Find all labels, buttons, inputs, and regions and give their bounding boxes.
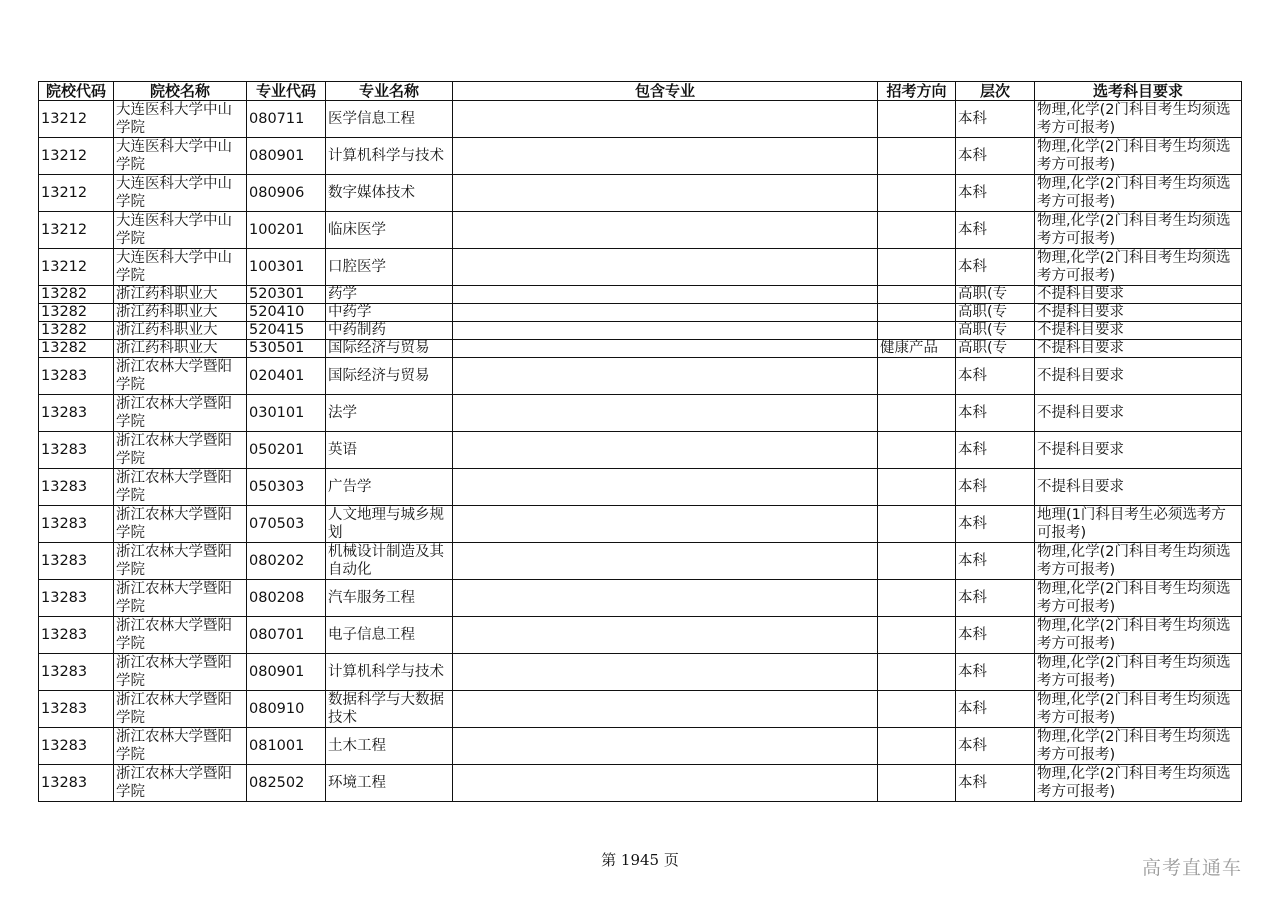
cell-major-name: 电子信息工程 [326,617,453,654]
cell-subject-requirement: 物理,化学(2门科目考生均须选考方可报考) [1035,765,1242,802]
table-row [39,304,1242,322]
cell-school-name: 浙江农林大学暨阳学院 [114,395,247,432]
cell-school-code: 13283 [39,358,114,395]
cell-school-code: 13283 [39,506,114,543]
cell-subject-requirement: 物理,化学(2门科目考生均须选考方可报考) [1035,138,1242,175]
cell-direction [878,175,956,212]
cell-included-majors [453,765,878,802]
cell-included-majors [453,358,878,395]
cell-major-code: 530501 [247,340,326,358]
cell-school-name: 大连医科大学中山学院 [114,101,247,138]
header-level: 层次 [956,82,1035,101]
cell-direction [878,728,956,765]
cell-school-name: 浙江农林大学暨阳学院 [114,617,247,654]
watermark-logo-text: 高考直通车 [1142,857,1243,879]
cell-major-code: 100301 [247,249,326,286]
cell-major-code: 080711 [247,101,326,138]
cell-major-code: 100201 [247,212,326,249]
table-row [39,543,1242,580]
cell-subject-requirement: 不提科目要求 [1035,286,1242,304]
table-row [39,138,1242,175]
header-direction: 招考方向 [878,82,956,101]
cell-subject-requirement: 不提科目要求 [1035,358,1242,395]
cell-direction [878,580,956,617]
cell-level: 本科 [956,691,1035,728]
cell-level: 本科 [956,395,1035,432]
table-row [39,728,1242,765]
cell-included-majors [453,580,878,617]
cell-school-name: 浙江农林大学暨阳学院 [114,432,247,469]
cell-subject-requirement: 不提科目要求 [1035,304,1242,322]
cell-level: 本科 [956,506,1035,543]
table-row [39,212,1242,249]
cell-major-name: 汽车服务工程 [326,580,453,617]
cell-included-majors [453,506,878,543]
cell-direction [878,506,956,543]
cell-school-code: 13283 [39,654,114,691]
cell-school-name: 浙江药科职业大 [114,286,247,304]
cell-direction [878,395,956,432]
cell-major-code: 030101 [247,395,326,432]
cell-included-majors [453,249,878,286]
cell-included-majors [453,212,878,249]
table-row [39,654,1242,691]
admissions-table [38,81,1242,802]
cell-direction [878,322,956,340]
cell-included-majors [453,543,878,580]
cell-school-name: 浙江农林大学暨阳学院 [114,691,247,728]
cell-major-name: 人文地理与城乡规划 [326,506,453,543]
table-row [39,340,1242,358]
cell-major-name: 法学 [326,395,453,432]
cell-direction [878,286,956,304]
cell-major-code: 082502 [247,765,326,802]
cell-included-majors [453,304,878,322]
cell-major-name: 英语 [326,432,453,469]
cell-level: 本科 [956,249,1035,286]
cell-direction [878,212,956,249]
cell-level: 高职(专 [956,304,1035,322]
header-major-code: 专业代码 [247,82,326,101]
cell-level: 本科 [956,212,1035,249]
cell-school-code: 13283 [39,765,114,802]
cell-subject-requirement: 物理,化学(2门科目考生均须选考方可报考) [1035,654,1242,691]
cell-direction [878,543,956,580]
cell-school-name: 浙江农林大学暨阳学院 [114,358,247,395]
cell-subject-requirement: 物理,化学(2门科目考生均须选考方可报考) [1035,617,1242,654]
cell-major-code: 050303 [247,469,326,506]
cell-level: 本科 [956,543,1035,580]
cell-level: 本科 [956,617,1035,654]
cell-school-code: 13283 [39,543,114,580]
cell-level: 本科 [956,358,1035,395]
cell-direction: 健康产品 [878,340,956,358]
cell-major-name: 国际经济与贸易 [326,358,453,395]
cell-included-majors [453,101,878,138]
cell-major-code: 070503 [247,506,326,543]
cell-school-code: 13212 [39,249,114,286]
cell-included-majors [453,286,878,304]
cell-school-code: 13283 [39,728,114,765]
cell-direction [878,654,956,691]
cell-major-code: 080202 [247,543,326,580]
cell-school-name: 浙江药科职业大 [114,304,247,322]
cell-subject-requirement: 物理,化学(2门科目考生均须选考方可报考) [1035,212,1242,249]
cell-major-name: 数据科学与大数据技术 [326,691,453,728]
cell-school-code: 13283 [39,395,114,432]
cell-major-name: 临床医学 [326,212,453,249]
cell-school-code: 13283 [39,469,114,506]
cell-school-name: 浙江农林大学暨阳学院 [114,728,247,765]
cell-major-code: 081001 [247,728,326,765]
cell-major-code: 080208 [247,580,326,617]
cell-included-majors [453,617,878,654]
cell-major-name: 中药制药 [326,322,453,340]
cell-major-name: 土木工程 [326,728,453,765]
cell-direction [878,249,956,286]
cell-direction [878,432,956,469]
cell-subject-requirement: 不提科目要求 [1035,340,1242,358]
cell-major-code: 520410 [247,304,326,322]
cell-major-name: 广告学 [326,469,453,506]
cell-school-name: 浙江农林大学暨阳学院 [114,580,247,617]
cell-major-code: 080906 [247,175,326,212]
header-school-code: 院校代码 [39,82,114,101]
cell-major-name: 计算机科学与技术 [326,654,453,691]
cell-subject-requirement: 物理,化学(2门科目考生均须选考方可报考) [1035,249,1242,286]
cell-direction [878,617,956,654]
cell-school-code: 13282 [39,340,114,358]
cell-school-code: 13282 [39,322,114,340]
table-row [39,506,1242,543]
cell-level: 本科 [956,432,1035,469]
cell-school-name: 浙江农林大学暨阳学院 [114,506,247,543]
cell-school-code: 13212 [39,175,114,212]
cell-major-name: 机械设计制造及其自动化 [326,543,453,580]
cell-included-majors [453,654,878,691]
cell-major-name: 计算机科学与技术 [326,138,453,175]
cell-included-majors [453,432,878,469]
cell-direction [878,469,956,506]
cell-school-name: 大连医科大学中山学院 [114,249,247,286]
table-row [39,249,1242,286]
cell-direction [878,765,956,802]
table-row [39,432,1242,469]
table-row [39,101,1242,138]
cell-subject-requirement: 不提科目要求 [1035,395,1242,432]
cell-subject-requirement: 物理,化学(2门科目考生均须选考方可报考) [1035,175,1242,212]
cell-school-code: 13212 [39,212,114,249]
cell-school-name: 浙江药科职业大 [114,340,247,358]
cell-school-code: 13283 [39,432,114,469]
cell-school-code: 13282 [39,304,114,322]
table-row [39,358,1242,395]
table-header-row [39,82,1242,101]
table-row [39,286,1242,304]
table-row [39,322,1242,340]
cell-major-code: 080901 [247,654,326,691]
cell-level: 本科 [956,138,1035,175]
cell-school-name: 浙江农林大学暨阳学院 [114,765,247,802]
cell-major-name: 口腔医学 [326,249,453,286]
cell-subject-requirement: 不提科目要求 [1035,469,1242,506]
cell-major-code: 050201 [247,432,326,469]
cell-major-code: 520415 [247,322,326,340]
table-row [39,175,1242,212]
cell-major-code: 080910 [247,691,326,728]
cell-school-code: 13212 [39,101,114,138]
cell-major-name: 中药学 [326,304,453,322]
cell-school-name: 大连医科大学中山学院 [114,138,247,175]
header-included-majors: 包含专业 [453,82,878,101]
cell-level: 高职(专 [956,340,1035,358]
cell-major-name: 医学信息工程 [326,101,453,138]
cell-school-code: 13212 [39,138,114,175]
cell-included-majors [453,469,878,506]
header-subject-requirement: 选考科目要求 [1035,82,1242,101]
cell-subject-requirement: 不提科目要求 [1035,322,1242,340]
cell-major-name: 国际经济与贸易 [326,340,453,358]
cell-school-name: 浙江农林大学暨阳学院 [114,469,247,506]
table-row [39,469,1242,506]
cell-direction [878,304,956,322]
cell-subject-requirement: 物理,化学(2门科目考生均须选考方可报考) [1035,101,1242,138]
cell-school-code: 13283 [39,617,114,654]
cell-subject-requirement: 物理,化学(2门科目考生均须选考方可报考) [1035,580,1242,617]
cell-subject-requirement: 地理(1门科目考生必须选考方可报考) [1035,506,1242,543]
cell-major-code: 080901 [247,138,326,175]
cell-major-code: 020401 [247,358,326,395]
cell-major-code: 080701 [247,617,326,654]
header-major-name: 专业名称 [326,82,453,101]
cell-included-majors [453,340,878,358]
cell-direction [878,358,956,395]
cell-included-majors [453,322,878,340]
cell-level: 本科 [956,765,1035,802]
cell-included-majors [453,138,878,175]
cell-direction [878,101,956,138]
cell-school-name: 浙江农林大学暨阳学院 [114,543,247,580]
cell-level: 高职(专 [956,286,1035,304]
page-number: 第 1945 页 [601,851,679,869]
cell-subject-requirement: 物理,化学(2门科目考生均须选考方可报考) [1035,691,1242,728]
cell-level: 本科 [956,101,1035,138]
cell-included-majors [453,175,878,212]
cell-major-name: 数字媒体技术 [326,175,453,212]
cell-level: 本科 [956,580,1035,617]
cell-direction [878,691,956,728]
cell-level: 本科 [956,728,1035,765]
table-row [39,617,1242,654]
cell-level: 高职(专 [956,322,1035,340]
cell-level: 本科 [956,175,1035,212]
cell-included-majors [453,728,878,765]
cell-major-name: 药学 [326,286,453,304]
table-row [39,580,1242,617]
cell-school-code: 13282 [39,286,114,304]
cell-level: 本科 [956,654,1035,691]
cell-subject-requirement: 物理,化学(2门科目考生均须选考方可报考) [1035,543,1242,580]
table-row [39,765,1242,802]
cell-major-name: 环境工程 [326,765,453,802]
cell-subject-requirement: 物理,化学(2门科目考生均须选考方可报考) [1035,728,1242,765]
cell-school-name: 浙江药科职业大 [114,322,247,340]
header-school-name: 院校名称 [114,82,247,101]
cell-included-majors [453,395,878,432]
cell-school-code: 13283 [39,580,114,617]
cell-school-name: 大连医科大学中山学院 [114,212,247,249]
table-row [39,395,1242,432]
cell-direction [878,138,956,175]
cell-subject-requirement: 不提科目要求 [1035,432,1242,469]
cell-major-code: 520301 [247,286,326,304]
cell-level: 本科 [956,469,1035,506]
cell-included-majors [453,691,878,728]
table-row [39,691,1242,728]
cell-school-code: 13283 [39,691,114,728]
cell-school-name: 大连医科大学中山学院 [114,175,247,212]
cell-school-name: 浙江农林大学暨阳学院 [114,654,247,691]
